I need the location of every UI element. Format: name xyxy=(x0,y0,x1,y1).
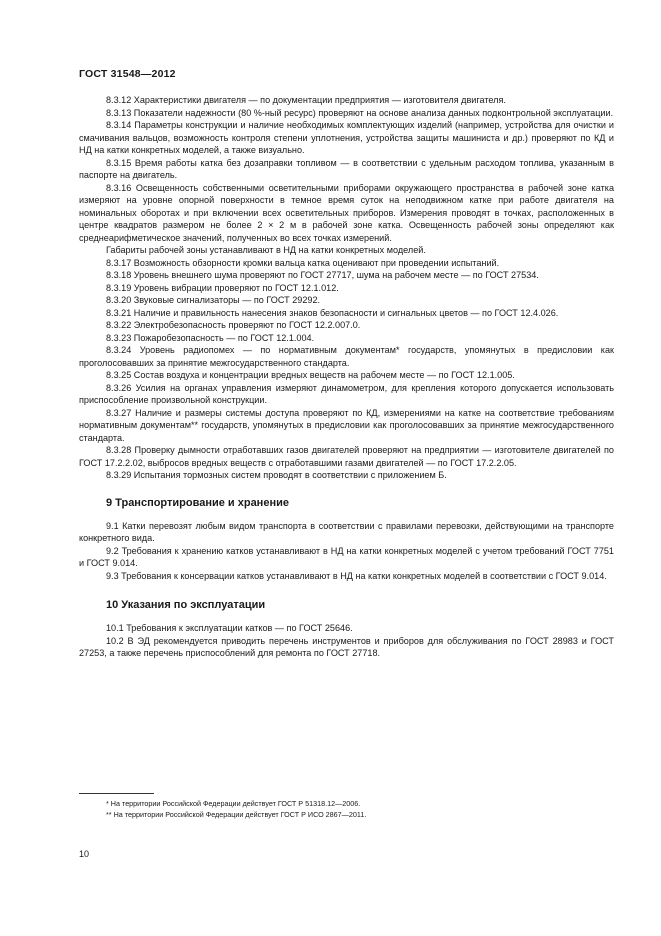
footnotes xyxy=(79,793,614,820)
footnote-1: * На территории Российской Федерации действует ГОСТ Р 51318.12—2006. xyxy=(106,799,361,808)
paragraph-8-3-20: 8.3.20 Звуковые сигнализаторы — по ГОСТ 29292. xyxy=(106,295,321,305)
section-heading-9: 9 Транспортирование и хранение xyxy=(106,496,289,509)
page-number: 10 xyxy=(79,849,90,859)
paragraph-8-3-19: 8.3.19 Уровень вибрации проверяют по ГОСТ 12.1.012. xyxy=(106,282,339,293)
paragraph-10-2: 10.2 В ЭД рекомендуется приводить перечень инструментов и приборов для обслуживания по ГОСТ 28983 и ГОСТ 27253, а также перечень приспособлений для ремонта по ГОСТ 27718. xyxy=(79,635,614,658)
paragraph-8-3-28: 8.3.28 Проверку дымности отработавших газов двигателей проверяют на предприятии — изготовителе двигателей по ГОСТ 17.2.2.02, выбросов вредных веществ с отработавшими газами двигателей — по ГОСТ 17.2.2.05. xyxy=(79,445,614,468)
paragraph-8-3-21: 8.3.21 Наличие и правильность нанесения знаков безопасности и сигнальных цветов — по ГОСТ 12.4.026. xyxy=(106,307,559,318)
paragraph-8-3-22: 8.3.22 Электробезопасность проверяют по ГОСТ 12.2.007.0. xyxy=(106,320,361,330)
running-header: ГОСТ 31548—2012 xyxy=(79,68,176,80)
paragraph-9-1: 9.1 Катки перевозят любым видом транспорта в соответствии с правилами перевозки, действующими на транспорте конкретного вида. xyxy=(79,520,614,543)
section-heading-10: 10 Указания по эксплуатации xyxy=(106,599,266,611)
paragraph-8-3-17: 8.3.17 Возможность обзорности кромки вальца катка оценивают при проведении испытаний. xyxy=(106,257,500,268)
paragraph-8-3-24: 8.3.24 Уровень радиопомех — по нормативным документам* государств, упомянутых в предисловии как проголосовавших за принятие межгосударственного стандарта. xyxy=(79,345,614,368)
paragraph-8-3-12: 8.3.12 Характеристики двигателя — по документации предприятия — изготовителя двигателя. xyxy=(106,95,506,105)
paragraph-8-3-27: 8.3.27 Наличие и размеры системы доступа проверяют по КД, измерениями на катке на соответствие требованиям нормативным документам** государств, упомянутых в предисловии как проголосовавших за принятие межгосударственного стандарта. xyxy=(79,407,614,443)
paragraph-8-3-15: 8.3.15 Время работы катка без дозаправки топливом — в соответствии с удельным расходом топлива, указанным в паспорте на двигатель. xyxy=(79,157,614,180)
paragraph-8-3-23: 8.3.23 Пожаробезопасность — по ГОСТ 12.1.004. xyxy=(106,332,315,343)
footnote-2: ** На территории Российской Федерации действует ГОСТ Р ИСО 2867—2011. xyxy=(106,810,367,819)
body-text xyxy=(79,94,614,660)
paragraph-8-3-13: 8.3.13 Показатели надежности (80 %-ный ресурс) проверяют на основе анализа данных подконтрольной эксплуатации. xyxy=(106,107,614,118)
paragraph-9-2: 9.2 Требования к хранению катков устанавливают в НД на катки конкретных моделей с учетом требований ГОСТ 7751 и ГОСТ 9.014. xyxy=(79,545,614,568)
footnote-divider xyxy=(79,793,154,794)
paragraph-9-3: 9.3 Требования к консервации катков устанавливают в НД на катки конкретных моделей в соответствии с ГОСТ 9.014. xyxy=(106,570,607,581)
paragraph-8-3-16: 8.3.16 Освещенность собственными осветительными приборами окружающего пространства в рабочей зоне катка измеряют на уровне опорной поверхности в темное время суток на неподвижном катке при работе двигателя на номинальных оборотах и при включении всех осветительных приборов. Измерения проводят в точках, расположенных в центре квадратов размером не более 2 × 2 м в рабочей зоне катка. Освещенность рабочей зоны определяют как среднеарифметическое значений, полученных во всех точках измерений. xyxy=(79,182,614,243)
paragraph-work-zone: Габариты рабочей зоны устанавливают в НД на катки конкретных моделей. xyxy=(106,245,426,255)
paragraph-8-3-18: 8.3.18 Уровень внешнего шума проверяют по ГОСТ 27717, шума на рабочем месте — по ГОСТ 27534. xyxy=(106,270,539,280)
paragraph-8-3-14: 8.3.14 Параметры конструкции и наличие необходимых комплектующих изделий (например, устройства для очистки и смачивания вальцов, возможность контроля степени уплотнения, устройства защиты машиниста и др.) проверяют по КД и НД на катки конкретных моделей, а также визуально. xyxy=(79,120,614,155)
paragraph-10-1: 10.1 Требования к эксплуатации катков — по ГОСТ 25646. xyxy=(106,623,353,633)
paragraph-8-3-25: 8.3.25 Состав воздуха и концентрации вредных веществ на рабочем месте — по ГОСТ 12.1.005. xyxy=(106,370,515,380)
paragraph-8-3-26: 8.3.26 Усилия на органах управления измеряют динамометром, для крепления которого допускается использовать приспособление произвольной конструкции. xyxy=(79,382,614,405)
paragraph-8-3-29: 8.3.29 Испытания тормозных систем проводят в соответствии с приложением Б. xyxy=(106,470,447,480)
